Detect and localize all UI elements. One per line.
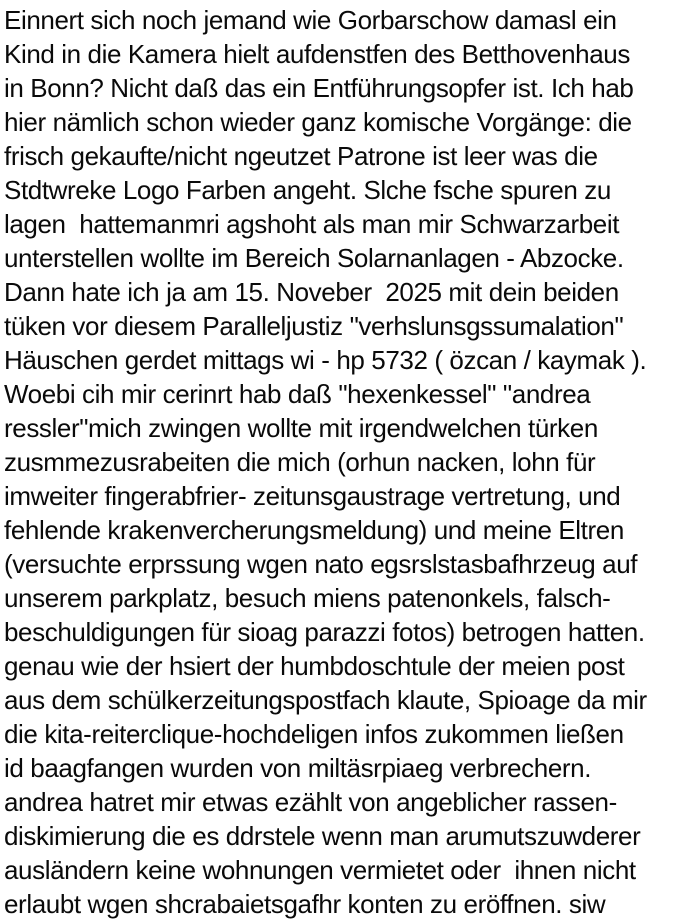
text-line: frisch gekaufte/nicht ngeutzet Patrone ist leer was die — [4, 141, 598, 171]
text-line: die kita-reiterclique-hochdeligen infos zukommen ließen — [4, 719, 624, 749]
text-line: id baagfangen wurden von miltäsrpiaeg verbrechern. — [4, 753, 592, 783]
text-line: Einnert sich noch jemand wie Gorbarschow damasl ein — [4, 5, 617, 35]
text-line: Kind in die Kamera hielt aufdenstfen des Betthovenhaus — [4, 39, 630, 69]
text-line: hier nämlich schon wieder ganz komische Vorgänge: die — [4, 107, 632, 137]
text-line: beschuldigungen für sioag parazzi fotos) betrogen hatten. — [4, 617, 645, 647]
text-line: zusmmezusrabeiten die mich (orhun nacken, lohn für — [4, 447, 596, 477]
text-line: Stdtwreke Logo Farben angeht. Slche fsche spuren zu — [4, 175, 611, 205]
text-line: (versuchte erprssung wgen nato egsrslstasbafhrzeug auf — [4, 549, 638, 579]
text-line: fehlende krakenvercherungsmeldung) und meine Eltren — [4, 515, 624, 545]
text-line: ressler"mich zwingen wollte mit irgendwelchen türken — [4, 413, 598, 443]
text-line: unserem parkplatz, besuch miens patenonkels, falsch- — [4, 583, 611, 613]
text-line: in Bonn? Nicht daß das ein Entführungsopfer ist. Ich hab — [4, 73, 634, 103]
text-line: genau wie der hsiert der humbdoschtule der meien post — [4, 651, 625, 681]
text-line: tüken vor diesem Paralleljustiz "verhslunsgssumalation" — [4, 311, 624, 341]
text-line: aus dem schülkerzeitungspostfach klaute, Spioage da mir — [4, 685, 647, 715]
text-line: imweiter fingerabfrier- zeitunsgaustrage vertretung, und — [4, 481, 621, 511]
text-line: Häuschen gerdet mittags wi - hp 5732 ( özcan / kaymak ). — [4, 345, 647, 375]
text-line: andrea hatret mir etwas ezählt von angeblicher rassen- — [4, 787, 617, 817]
text-line: Dann hate ich ja am 15. Noveber 2025 mit dein beiden — [4, 277, 619, 307]
text-line: Woebi cih mir cerinrt hab daß "hexenkessel" "andrea — [4, 379, 591, 409]
text-line: unterstellen wollte im Bereich Solarnanlagen - Abzocke. — [4, 243, 624, 273]
text-line: ausländern keine wohnungen vermietet oder ihnen nicht — [4, 855, 636, 885]
text-line: diskimierung die es ddrstele wenn man arumutszuwderer — [4, 821, 641, 851]
text-line: lagen hattemanmri agshoht als man mir Schwarzarbeit — [4, 209, 620, 239]
text-line: erlaubt wgen shcrabaietsgafhr konten zu eröffnen. siw — [4, 889, 606, 919]
